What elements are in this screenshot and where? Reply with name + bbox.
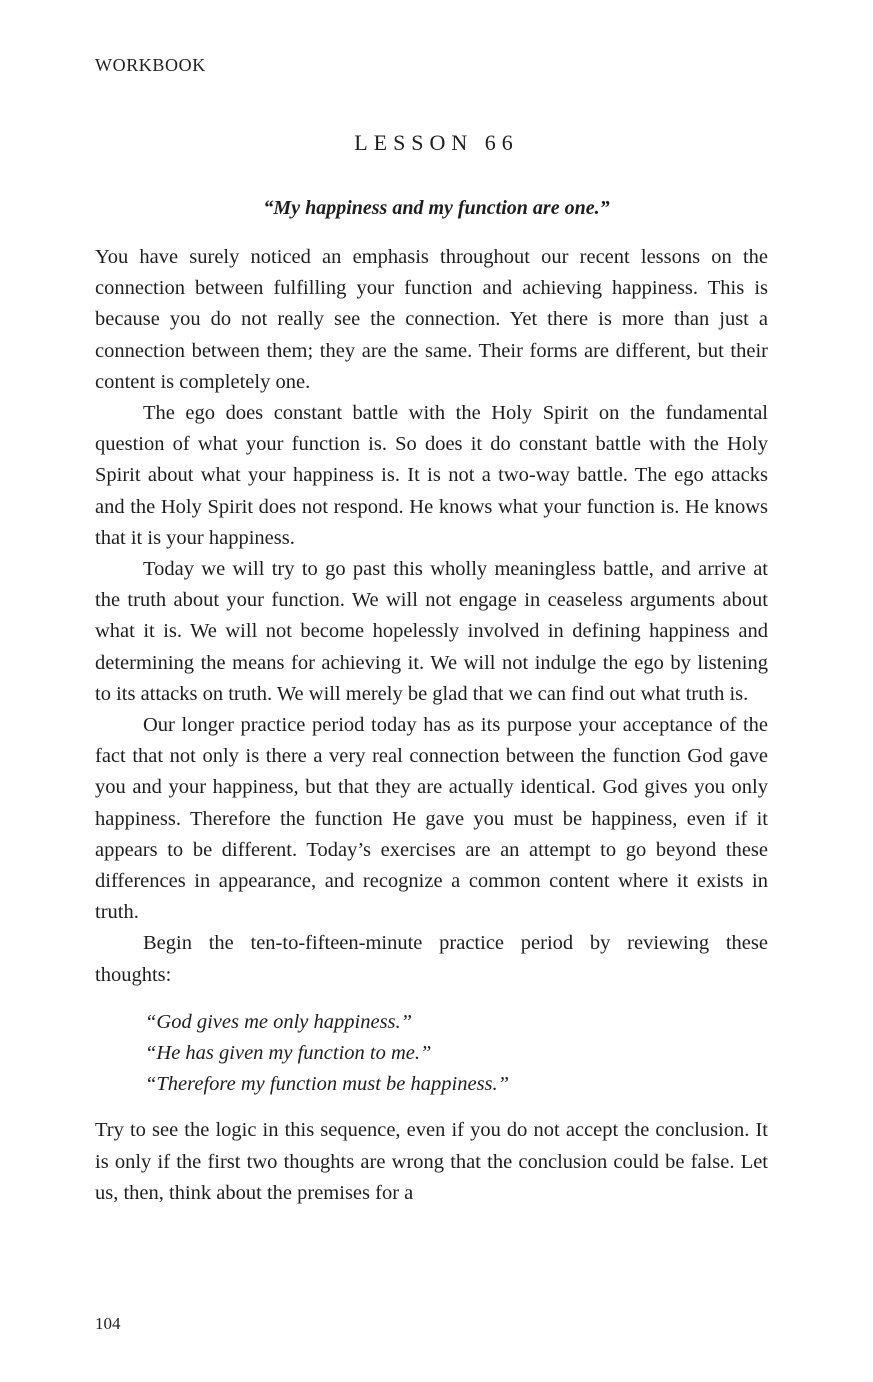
practice-thought: “God gives me only happiness.”: [145, 1010, 413, 1033]
paragraph-3: Today we will try to go past this wholly meaningless battle, and arrive at the truth about your function. We will not engage in ceaseless arguments about what it is. We will not become hopelessly involved in defining happiness and determining the means for achieving it. We will not indulge the ego by listening to its attacks on truth. We will merely be glad that we can find out what truth is.: [95, 558, 768, 705]
paragraph-4: Our longer practice period today has as its purpose your acceptance of the fact that not only is there a very real connection between the function God gave you and your happiness, but that they are actually identical. God gives you only happiness. Therefore the function He gave you must be happiness, even if it appears to be different. Today’s exercises are an attempt to go beyond these differences in appearance, and recognize a common content where it exists in truth.: [95, 714, 768, 924]
practice-thought: “He has given my function to me.”: [145, 1042, 432, 1065]
running-head: WORKBOOK: [95, 55, 206, 75]
lesson-body: [95, 242, 768, 1209]
paragraph-1: You have surely noticed an emphasis throughout our recent lessons on the connection between fulfilling your function and achieving happiness. This is because you do not really see the connection. Yet there is more than just a connection between them; they are the same. Their forms are different, but their content is completely one.: [95, 246, 768, 393]
closing-paragraph: Try to see the logic in this sequence, even if you do not accept the conclusion. It is only if the first two thoughts are wrong that the conclusion could be false. Let us, then, think about the premises for a: [95, 1119, 768, 1204]
practice-thoughts: [145, 1007, 768, 1101]
lesson-title: “My happiness and my function are one.”: [263, 197, 610, 219]
paragraph-2: The ego does constant battle with the Holy Spirit on the fundamental question of what your function is. So does it do constant battle with the Holy Spirit about what your happiness is. It is not a two-way battle. The ego attacks and the Holy Spirit does not respond. He knows what your function is. He knows that it is your happiness.: [95, 402, 768, 549]
page-number: 104: [95, 1314, 121, 1333]
practice-thought: “Therefore my function must be happiness.”: [145, 1073, 510, 1096]
lesson-number: LESSON 66: [354, 130, 519, 155]
paragraph-5: Begin the ten-to-fifteen-minute practice period by reviewing these thoughts:: [95, 932, 768, 986]
